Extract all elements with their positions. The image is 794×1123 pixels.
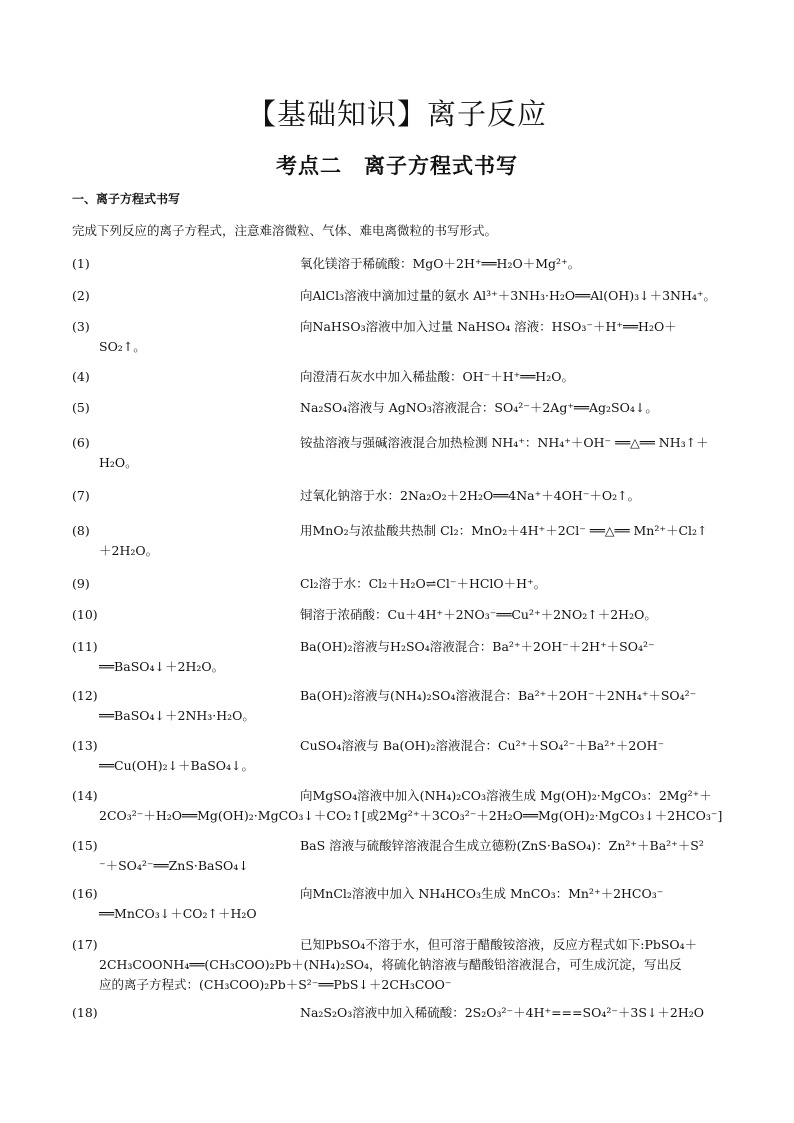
item-number: (14) [72, 788, 98, 803]
equation-text: 过氧化钠溶于水：2Na₂O₂＋2H₂O══4Na⁺＋4OH⁻＋O₂↑。 [300, 488, 641, 503]
item-number: (13) [72, 738, 98, 753]
intro-text: 完成下列反应的离子方程式，注意难溶微粒、气体、难电离微粒的书写形式。 [72, 223, 498, 238]
item-number: (2) [72, 288, 90, 303]
item-number: (18) [72, 1005, 98, 1020]
item-number: (3) [72, 319, 90, 334]
equation-text: ══Cu(OH)₂↓＋BaSO₄↓。 [99, 758, 254, 773]
equation-text: 氧化镁溶于稀硫酸：MgO＋2H⁺══H₂O＋Mg²⁺。 [300, 256, 581, 271]
equation-text: 向AlCl₃溶液中滴加过量的氨水 Al³⁺＋3NH₃·H₂O══Al(OH)₃↓＋3NH₄⁺。 [300, 288, 717, 303]
equation-text: ⁻＋SO₄²⁻══ZnS·BaSO₄↓ [99, 858, 249, 873]
equation-text: Na₂S₂O₃溶液中加入稀硫酸：2S₂O₃²⁻＋4H⁺===SO₄²⁻＋3S↓＋2H₂O [300, 1005, 705, 1020]
item-number: (5) [72, 400, 90, 415]
equation-text: Ba(OH)₂溶液与H₂SO₄溶液混合：Ba²⁺＋2OH⁻＋2H⁺＋SO₄²⁻ [300, 639, 655, 654]
equation-text: 应的离子方程式：(CH₃COO)₂Pb＋S²⁻══PbS↓＋2CH₃COO⁻ [99, 977, 452, 992]
equation-text: CuSO₄溶液与 Ba(OH)₂溶液混合：Cu²⁺＋SO₄²⁻＋Ba²⁺＋2OH⁻ [300, 738, 665, 753]
equation-text: ══BaSO₄↓＋2NH₃·H₂O。 [99, 708, 255, 723]
equation-text: 已知PbSO₄不溶于水，但可溶于醋酸铵溶液，反应方程式如下:PbSO₄＋ [300, 937, 698, 952]
equation-text: Cl₂溶于水：Cl₂＋H₂O⇌Cl⁻＋HClO＋H⁺。 [300, 576, 547, 591]
equation-text: Ba(OH)₂溶液与(NH₄)₂SO₄溶液混合：Ba²⁺＋2OH⁻＋2NH₄⁺＋SO₄²⁻ [300, 688, 697, 703]
equation-text: 铵盐溶液与强碱溶液混合加热检测 NH₄⁺：NH₄⁺＋OH⁻ ══△══ NH₃↑＋ [300, 435, 709, 450]
item-number: (1) [72, 256, 90, 271]
equation-text: 2CH₃COONH₄══(CH₃COO)₂Pb＋(NH₄)₂SO₄，将硫化钠溶液与醋酸铅溶液混合，可生成沉淀，写出反 [99, 957, 682, 972]
equation-text: ＋2H₂O。 [99, 543, 159, 558]
equation-text: ══BaSO₄↓＋2H₂O。 [99, 659, 225, 674]
item-number: (11) [72, 639, 98, 654]
item-number: (16) [72, 886, 98, 901]
item-number: (9) [72, 576, 90, 591]
item-number: (6) [72, 435, 90, 450]
item-number: (8) [72, 523, 90, 538]
equation-text: 用MnO₂与浓盐酸共热制 Cl₂：MnO₂＋4H⁺＋2Cl⁻ ══△══ Mn²⁺＋Cl₂↑ [300, 523, 708, 538]
item-number: (10) [72, 607, 98, 622]
equation-text: 向MnCl₂溶液中加入 NH₄HCO₃生成 MnCO₃：Mn²⁺＋2HCO₃⁻ [300, 886, 664, 901]
equation-text: Na₂SO₄溶液与 AgNO₃溶液混合：SO₄²⁻＋2Ag⁺══Ag₂SO₄↓。 [300, 400, 658, 415]
page-subtitle: 考点二 离子方程式书写 [276, 154, 518, 178]
equation-text: ══MnCO₃↓＋CO₂↑＋H₂O [99, 906, 257, 921]
equation-text: BaS 溶液与硫酸锌溶液混合生成立德粉(ZnS·BaSO₄)：Zn²⁺＋Ba²⁺＋S² [300, 838, 704, 853]
equation-text: 2CO₃²⁻＋H₂O══Mg(OH)₂·MgCO₃↓＋CO₂↑[或2Mg²⁺＋3CO₃²⁻＋2H₂O══Mg(OH)₂·MgCO₃↓＋2HCO₃⁻] [99, 808, 723, 823]
equation-text: 向MgSO₄溶液中加入(NH₄)₂CO₃溶液生成 Mg(OH)₂·MgCO₃：2Mg²⁺＋ [300, 788, 712, 803]
item-number: (7) [72, 488, 90, 503]
item-number: (12) [72, 688, 98, 703]
equation-text: 向澄清石灰水中加入稀盐酸：OH⁻＋H⁺══H₂O。 [300, 369, 574, 384]
page-title: 【基础知识】离子反应 [246, 97, 547, 131]
item-number: (15) [72, 838, 98, 853]
equation-text: SO₂↑。 [99, 339, 146, 354]
item-number: (4) [72, 369, 90, 384]
equation-text: 向NaHSO₃溶液中加入过量 NaHSO₄ 溶液：HSO₃⁻＋H⁺══H₂O＋ [300, 319, 677, 334]
item-number: (17) [72, 937, 98, 952]
equation-text: 铜溶于浓硝酸：Cu＋4H⁺＋2NO₃⁻══Cu²⁺＋2NO₂↑＋2H₂O。 [300, 607, 657, 622]
section-heading: 一、离子方程式书写 [72, 192, 181, 206]
equation-text: H₂O。 [99, 455, 138, 470]
